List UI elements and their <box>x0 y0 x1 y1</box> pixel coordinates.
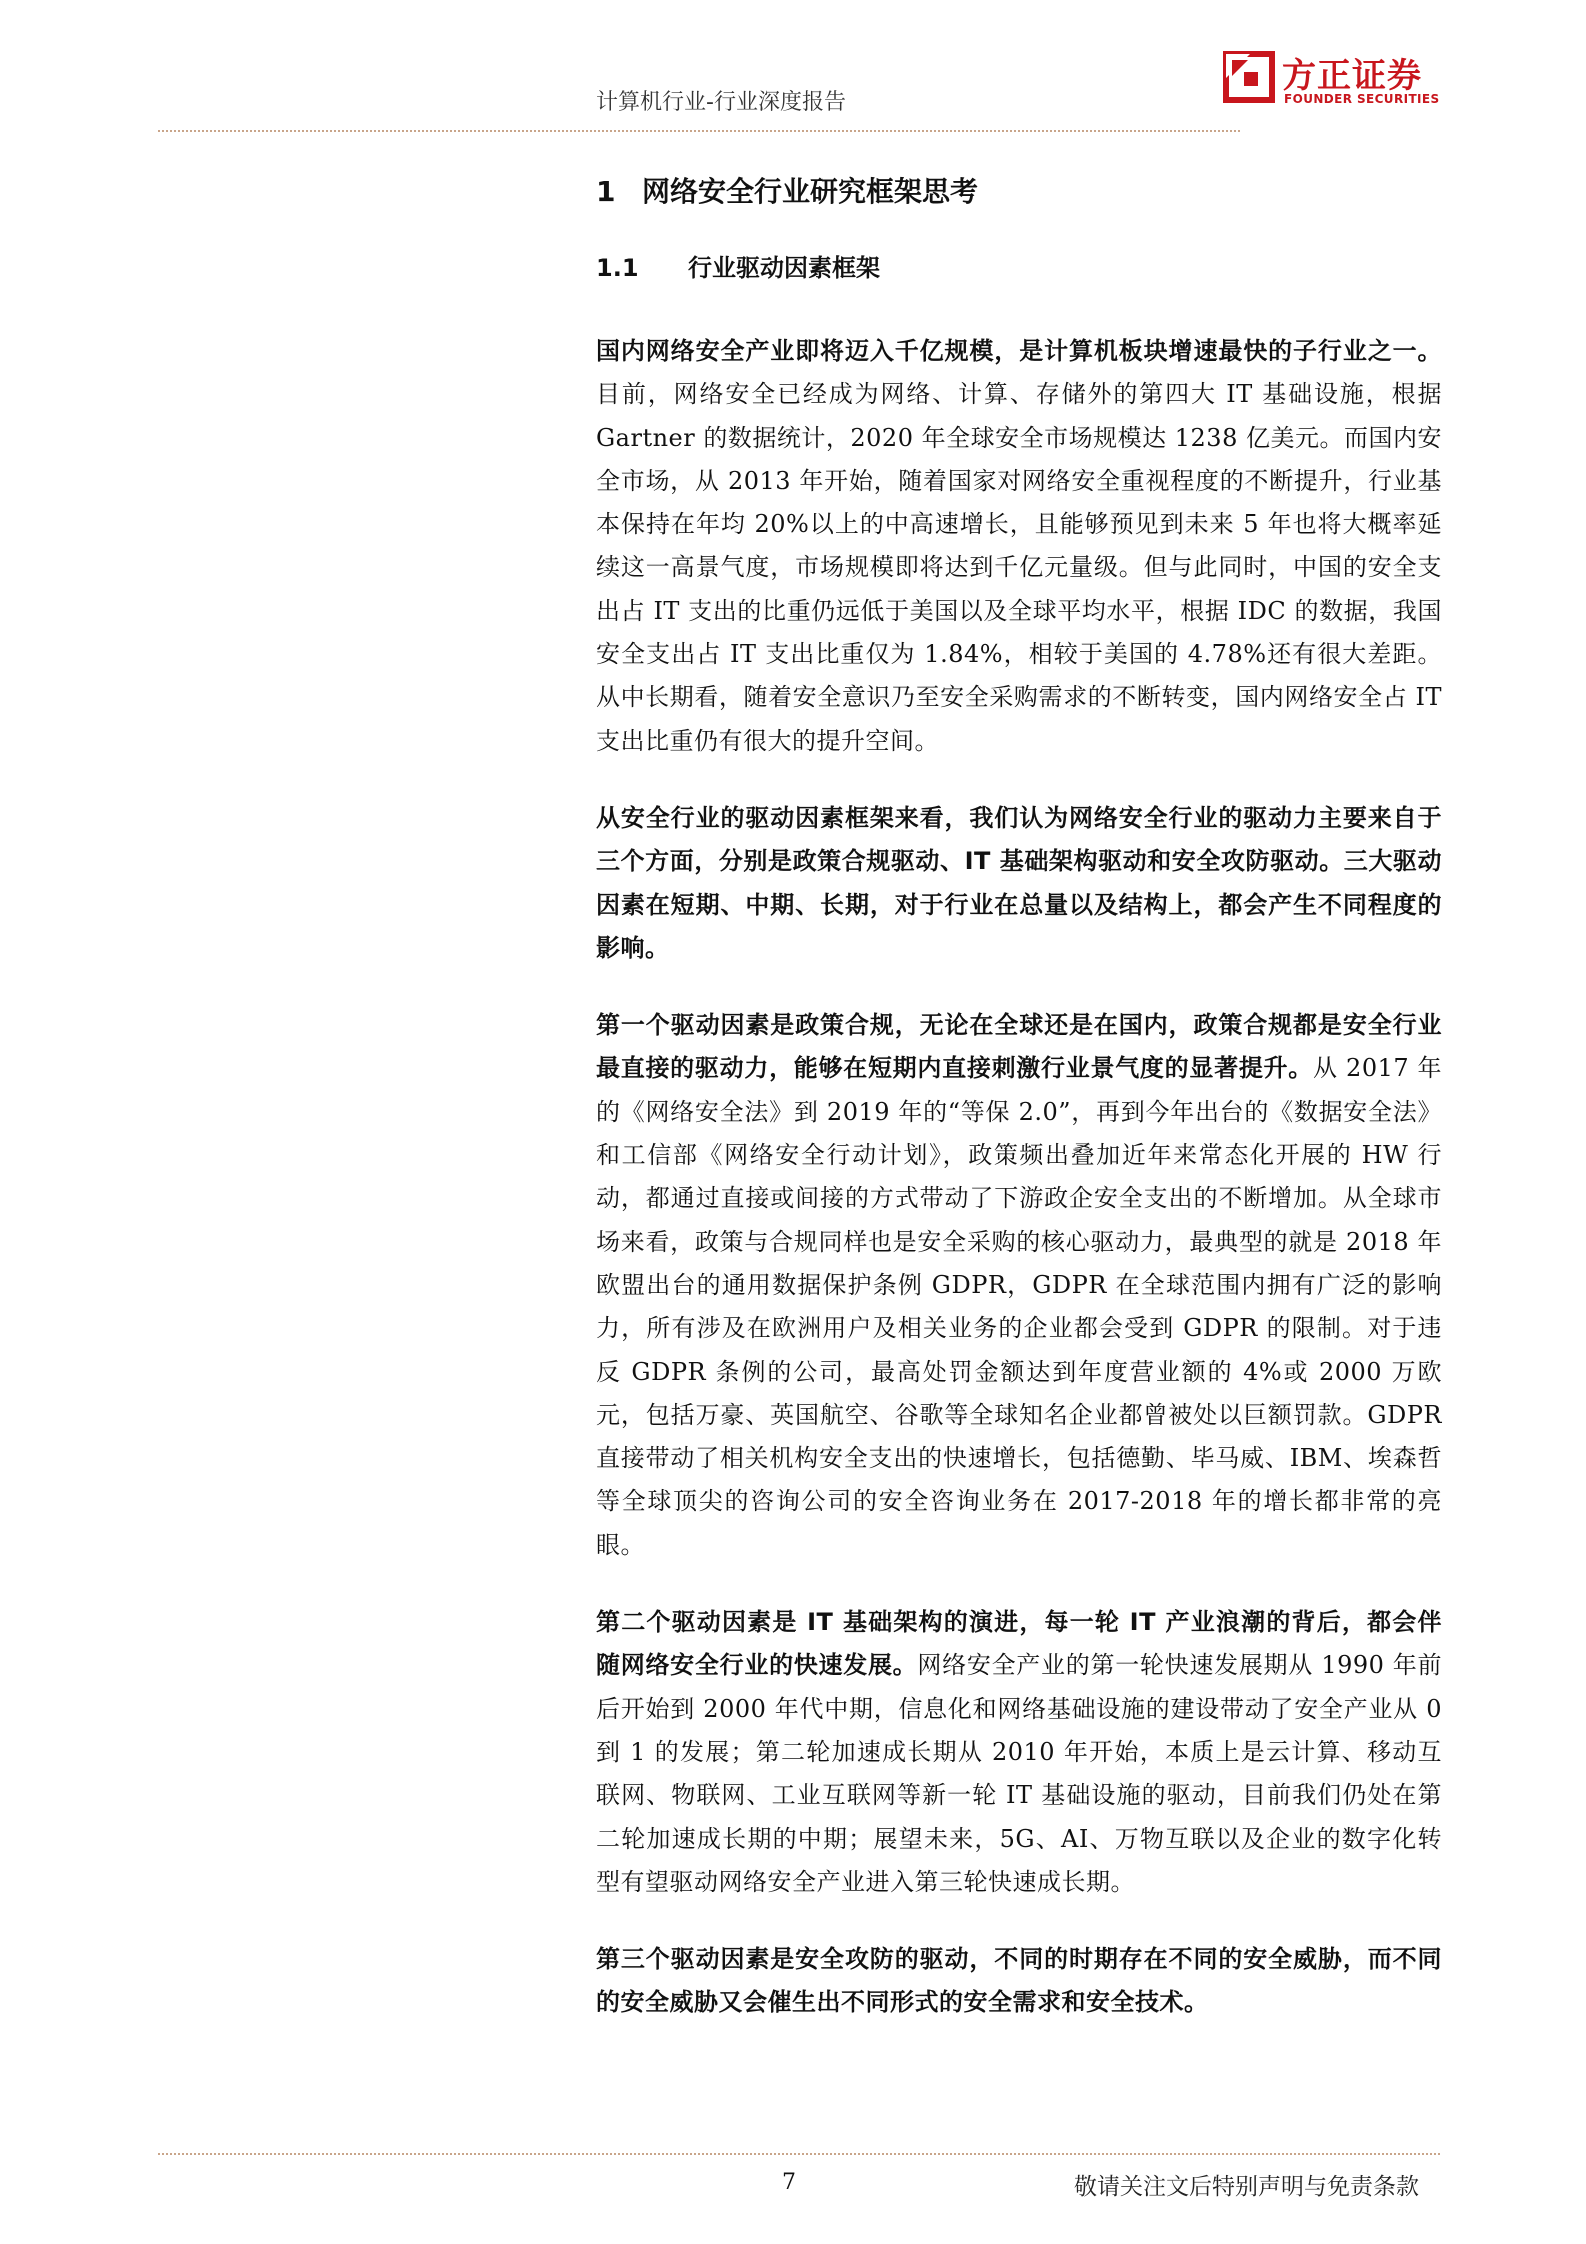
paragraph <box>596 330 1442 763</box>
subsection-number: 1.1 <box>596 254 639 282</box>
section-number: 1 <box>596 175 616 208</box>
subsection-title: 行业驱动因素框架 <box>688 254 880 282</box>
paragraph-body: 目前，网络安全已经成为网络、计算、存储外的第四大 IT 基础设施，根据 Gartner 的数据统计，2020 年全球安全市场规模达 1238 亿美元。而国内安全市场，从 2013 年开始，随着国家对网络安全重视程度的不断提升，行业基本保持在年均 20%以上的中高速增长，且能够预见到未来 5 年也将大概率延续这一高景气度，市场规模即将达到千亿元量级。但与此同时，中国的安全支出占 IT 支出的比重仍远低于美国以及全球平均水平，根据 IDC 的数据，我国安全支出占 IT 支出比重仅为 1.84%，相较于美国的 4.78%还有很大差距。从中长期看，随着安全意识乃至安全采购需求的不断转变，国内网络安全占 IT 支出比重仍有很大的提升空间。 <box>596 380 1442 755</box>
paragraph <box>596 1938 1442 2025</box>
subsection-heading <box>596 246 1442 290</box>
page-number: 7 <box>782 2170 796 2195</box>
paragraph-lead: 第三个驱动因素是安全攻防的驱动，不同的时期存在不同的安全威胁，而不同的安全威胁又会催生出不同形式的安全需求和安全技术。 <box>596 1945 1442 2017</box>
logo-english-name: FOUNDER SECURITIES <box>1284 92 1440 106</box>
founder-logo-mark-icon <box>1222 50 1276 104</box>
paragraph-body: 从 2017 年的《网络安全法》到 2019 年的“等保 2.0”，再到今年出台的《数据安全法》和工信部《网络安全行动计划》，政策频出叠加近年来常态化开展的 HW 行动，都通过直接或间接的方式带动了下游政企安全支出的不断增加。从全球市场来看，政策与合规同样也是安全采购的核心驱动力，最典型的就是 2018 年欧盟出台的通用数据保护条例 GDPR，GDPR 在全球范围内拥有广泛的影响力，所有涉及在欧洲用户及相关业务的企业都会受到 GDPR 的限制。对于违反 GDPR 条例的公司，最高处罚金额达到年度营业额的 4%或 2000 万欧元，包括万豪、英国航空、谷歌等全球知名企业都曾被处以巨额罚款。GDPR 直接带动了相关机构安全支出的快速增长，包括德勤、毕马威、IBM、埃森哲等全球顶尖的咨询公司的安全咨询业务在 2017-2018 年的增长都非常的亮眼。 <box>596 1054 1442 1559</box>
section-heading <box>596 168 1442 216</box>
disclaimer-note: 敬请关注文后特别声明与免责条款 <box>1074 2174 1419 2200</box>
section-title: 网络安全行业研究框架思考 <box>642 175 979 208</box>
header-divider <box>158 130 1240 132</box>
paragraph <box>596 797 1442 970</box>
paragraph-lead: 从安全行业的驱动因素框架来看，我们认为网络安全行业的驱动力主要来自于三个方面，分别是政策合规驱动、IT 基础架构驱动和安全攻防驱动。三大驱动因素在短期、中期、长期，对于行业在总量以及结构上，都会产生不同程度的影响。 <box>596 803 1442 962</box>
paragraph-lead: 第一个驱动因素是政策合规，无论在全球还是在国内，政策合规都是安全行业最直接的驱动力，能够在短期内直接刺激行业景气度的显著提升。 <box>596 1011 1442 1083</box>
paragraph <box>596 1601 1442 1904</box>
report-body <box>596 168 1442 2049</box>
paragraph <box>596 1004 1442 1567</box>
paragraph-body: 网络安全产业的第一轮快速发展期从 1990 年前后开始到 2000 年代中期，信息化和网络基础设施的建设带动了安全产业从 0 到 1 的发展；第二轮加速成长期从 2010 年开始，本质上是云计算、移动互联网、物联网、工业互联网等新一轮 IT 基础设施的驱动，目前我们仍处在第二轮加速成长期的中期；展望未来，5G、AI、万物互联以及企业的数字化转型有望驱动网络安全产业进入第三轮快速成长期。 <box>596 1651 1442 1896</box>
paragraph-lead: 国内网络安全产业即将迈入千亿规模，是计算机板块增速最快的子行业之一。 <box>596 337 1442 365</box>
logo-chinese-name: 方正证券 <box>1282 56 1422 96</box>
footer-divider <box>158 2153 1440 2155</box>
report-category-header: 计算机行业-行业深度报告 <box>596 90 846 115</box>
founder-securities-logo <box>1222 48 1472 110</box>
paragraph-lead: 第二个驱动因素是 IT 基础架构的演进，每一轮 IT 产业浪潮的背后，都会伴随网络安全行业的快速发展。 <box>596 1608 1442 1680</box>
